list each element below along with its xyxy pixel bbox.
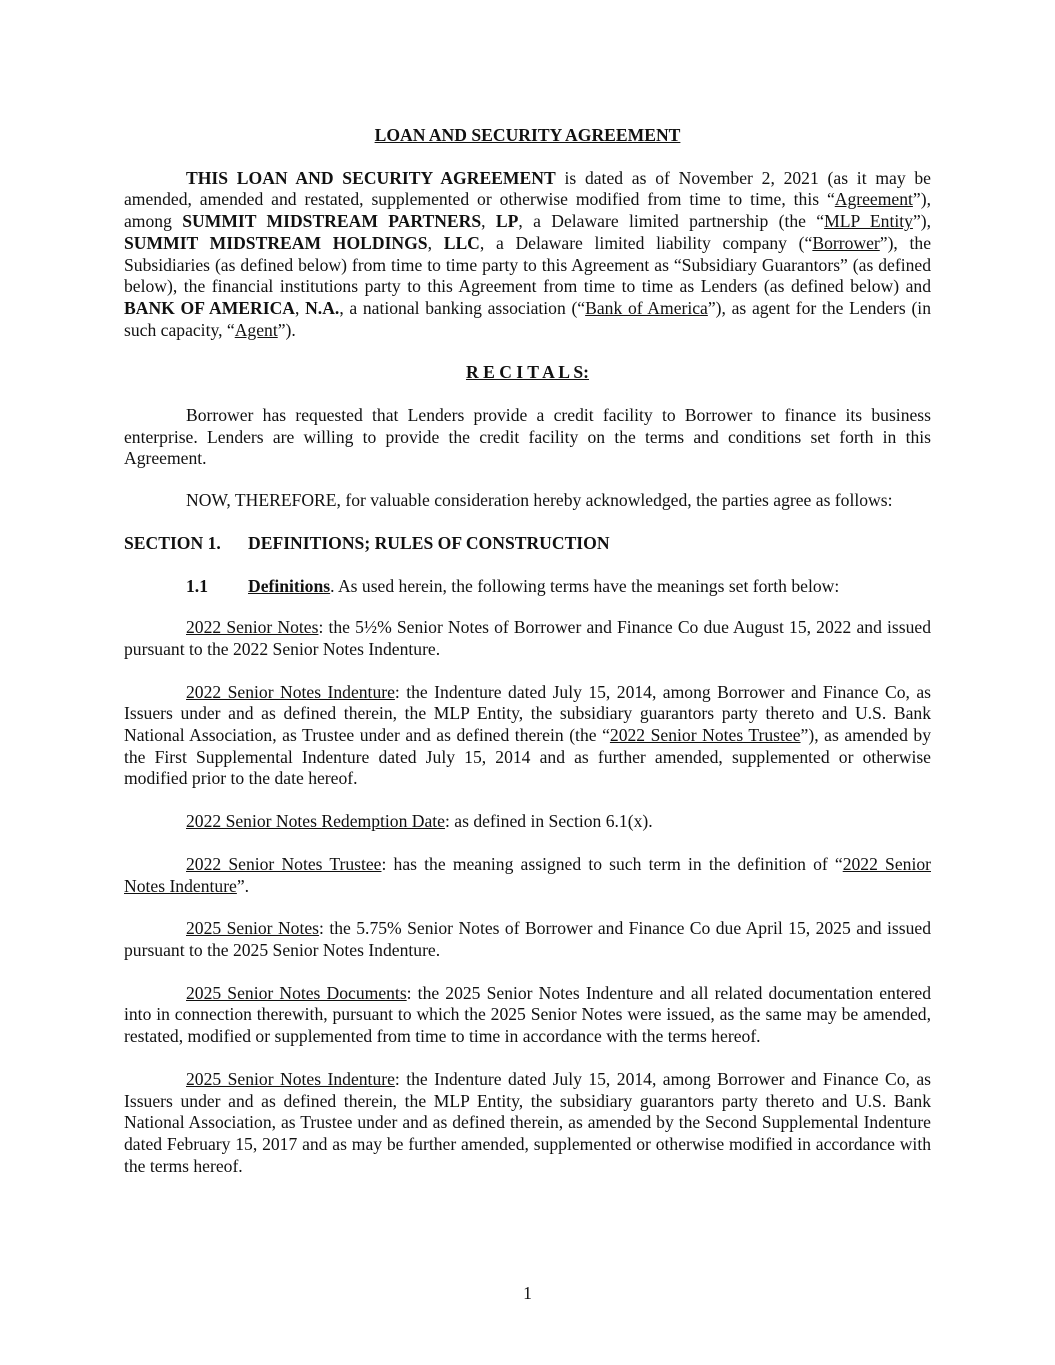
recital-paragraph-1: Borrower has requested that Lenders provide a credit facility to Borrower to finance its business enterprise. Lenders are willing to provide the credit facility on the terms and conditions set forth in this Agreement.	[124, 405, 931, 469]
definition-term: 2022 Senior Notes Trustee	[186, 853, 382, 874]
definition-cross-reference: 2022 Senior Notes Indenture	[124, 853, 931, 896]
definition-term: 2022 Senior Notes	[186, 617, 319, 638]
recitals-heading: R E C I T A L S:	[465, 362, 590, 383]
definition-term: 2022 Senior Notes Redemption Date	[186, 811, 445, 832]
intro-agreement-name: THIS LOAN AND SECURITY AGREEMENT	[186, 167, 556, 188]
defined-term-borrower: Borrower	[812, 232, 880, 253]
definition-2025-senior-notes-indenture: 2025 Senior Notes Indenture: the Indenture dated July 15, 2014, among Borrower and Finance Co, as Issuers under and as defined therein, the MLP Entity, the subsidiary guarantors party thereto and U.S. Bank National Association, as Trustee under and as defined therein, as amended by the Second Supplemental Indenture dated February 15, 2017 and as may be further amended, supplemented or otherwise modified in accordance with the terms hereof.	[124, 1068, 931, 1176]
definition-2022-senior-notes-trustee: 2022 Senior Notes Trustee: has the meaning assigned to such term in the definition of “2022 Senior Notes Indenture”.	[124, 853, 931, 896]
definition-2022-senior-notes-indenture: 2022 Senior Notes Indenture: the Indenture dated July 15, 2014, among Borrower and Finance Co, as Issuers under and as defined therein, the MLP Entity, the subsidiary guarantors party thereto and U.S. Bank National Association, as Trustee under and as defined therein (the “2022 Senior Notes Trustee”), as amended by the First Supplemental Indenture dated July 15, 2014 and as further amended, supplemented or otherwise modified prior to the date hereof.	[124, 681, 932, 789]
definition-cross-reference: 2022 Senior Notes Trustee	[609, 725, 801, 746]
definition-2022-senior-notes-redemption-date: 2022 Senior Notes Redemption Date: as defined in Section 6.1(x).	[186, 811, 653, 832]
definition-term: 2025 Senior Notes Documents	[186, 982, 407, 1003]
party-bank-name: BANK OF AMERICA	[124, 297, 296, 318]
subsection-term: Definitions	[248, 575, 331, 596]
section-title: DEFINITIONS; RULES OF CONSTRUCTION	[248, 532, 610, 553]
definition-term: 2025 Senior Notes Indenture	[186, 1068, 395, 1089]
subsection-number: 1.1	[186, 575, 208, 596]
defined-term-agreement: Agreement	[834, 189, 913, 210]
definition-term: 2025 Senior Notes	[186, 918, 320, 939]
document-page	[124, 125, 931, 1177]
recital-paragraph-2: NOW, THEREFORE, for valuable consideration hereby acknowledged, the parties agree as follows:	[186, 490, 893, 511]
definition-term: 2022 Senior Notes Indenture	[186, 681, 395, 702]
section-1-heading	[124, 533, 931, 555]
defined-term-bank-of-america: Bank of America	[585, 297, 708, 318]
subsection-1-1: 1.1 Definitions. As used herein, the following terms have the meanings set forth below:	[186, 575, 840, 596]
party-borrower-name: SUMMIT MIDSTREAM HOLDINGS	[124, 232, 428, 253]
intro-paragraph: THIS LOAN AND SECURITY AGREEMENT is dated as of November 2, 2021 (as it may be amended, amended and restated, supplemented or otherwise modified from time to time, this “Agreement”), among SUMMIT MIDSTREAM PARTNERS, LP, a Delaware limited partnership (the “MLP Entity”), SUMMIT MIDSTREAM HOLDINGS, LLC, a Delaware limited liability company (“Borrower”), the Subsidiaries (as defined below) from time to time party to this Agreement as “Subsidiary Guarantors” (as defined below), the financial institutions party to this Agreement from time to time as Lenders (as defined below) and BANK OF AMERICA, N.A., a national banking association (“Bank of America”), as agent for the Lenders (in such capacity, “Agent”).	[124, 167, 932, 340]
party-mlp-name: SUMMIT MIDSTREAM PARTNERS	[182, 211, 482, 232]
defined-term-mlp-entity: MLP Entity	[824, 211, 913, 232]
document-title: LOAN AND SECURITY AGREEMENT	[374, 125, 681, 145]
definition-2022-senior-notes: 2022 Senior Notes: the 5½% Senior Notes of Borrower and Finance Co due August 15, 2022 and issued pursuant to the 2022 Senior Notes Indenture.	[124, 617, 931, 659]
definition-2025-senior-notes-documents: 2025 Senior Notes Documents: the 2025 Senior Notes Indenture and all related documentation entered into in connection therewith, pursuant to which the 2025 Senior Notes were issued, as the same may be amended, restated, modified or supplemented from time to time in accordance with the terms hereof.	[124, 982, 932, 1047]
page-number: 1	[523, 1283, 532, 1303]
defined-term-agent: Agent	[234, 319, 278, 340]
section-number: SECTION 1.	[124, 532, 221, 553]
definition-2025-senior-notes: 2025 Senior Notes: the 5.75% Senior Notes of Borrower and Finance Co due April 15, 2025 and issued pursuant to the 2025 Senior Notes Indenture.	[124, 918, 931, 960]
